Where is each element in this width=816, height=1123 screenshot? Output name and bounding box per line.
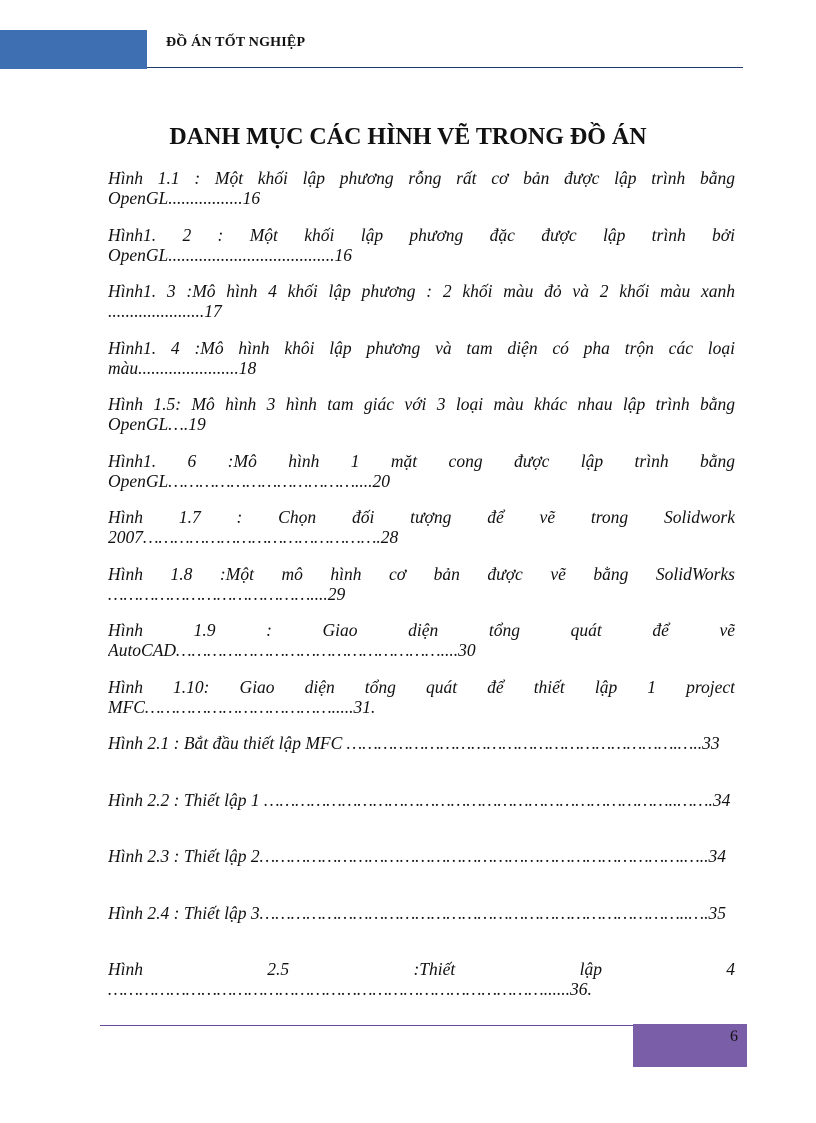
- header-rule: [147, 67, 743, 68]
- figure-entry: Hình 1.9 : Giao diện tổng quát để vẽ AutoCAD……………………………………………....30: [108, 620, 735, 660]
- figure-entry: Hình 1.10: Giao diện tổng quát để thiết lập 1 project MFC……………………………….....31.: [108, 676, 735, 717]
- figure-entry: Hình 1.5: Mô hình 3 hình tam giác với 3 loại màu khác nhau lập trình bằng OpenGL….19: [108, 394, 735, 434]
- figure-entry: Hình 2.1 : Bắt đầu thiết lập MFC ……………………………………………………….…..33: [108, 733, 720, 753]
- figure-entry: Hình 2.5 :Thiết lập 4 …………………………………………………………………………......36.: [108, 959, 735, 999]
- figure-entry: Hình1. 6 :Mô hình 1 mặt cong được lập trình bằng OpenGL………………………………....20: [108, 450, 735, 491]
- figure-entry: Hình 1.8 :Một mô hình cơ bản được vẽ bằng SolidWorks …………………………………....29: [108, 563, 735, 604]
- figure-entry: Hình 2.4 : Thiết lập 3………………………………………………………………………..….35: [108, 902, 726, 923]
- header-color-block: [0, 30, 147, 69]
- figure-entry: Hình 1.1 : Một khối lập phương rỗng rất cơ bản được lập trình bằng OpenGL.................16: [108, 168, 735, 208]
- figure-entry: Hình1. 2 : Một khối lập phương đặc được lập trình bởi OpenGL......................................16: [108, 224, 735, 265]
- page-number: 6: [730, 1028, 738, 1045]
- figure-entry: Hình1. 4 :Mô hình khôi lập phương và tam diện có pha trộn các loại màu.......................18: [108, 337, 735, 378]
- footer-rule: [100, 1025, 635, 1026]
- header-title: ĐỒ ÁN TỐT NGHIỆP: [166, 35, 306, 50]
- figure-entry: Hình 2.3 : Thiết lập 2……………………………………………………………………….…..34: [108, 846, 726, 866]
- figure-entry: Hình 2.2 : Thiết lập 1 ……………………………………………………………………..…….34: [108, 789, 731, 810]
- page-title: DANH MỤC CÁC HÌNH VẼ TRONG ĐỒ ÁN: [169, 124, 647, 150]
- figure-entry: Hình 1.7 : Chọn đối tượng để vẽ trong Solidwork 2007……………………………………….28: [108, 507, 735, 547]
- figure-list: [108, 168, 735, 1016]
- figure-entry: Hình1. 3 :Mô hình 4 khối lập phương : 2 khối màu đỏ và 2 khối màu xanh ......................17: [108, 281, 735, 321]
